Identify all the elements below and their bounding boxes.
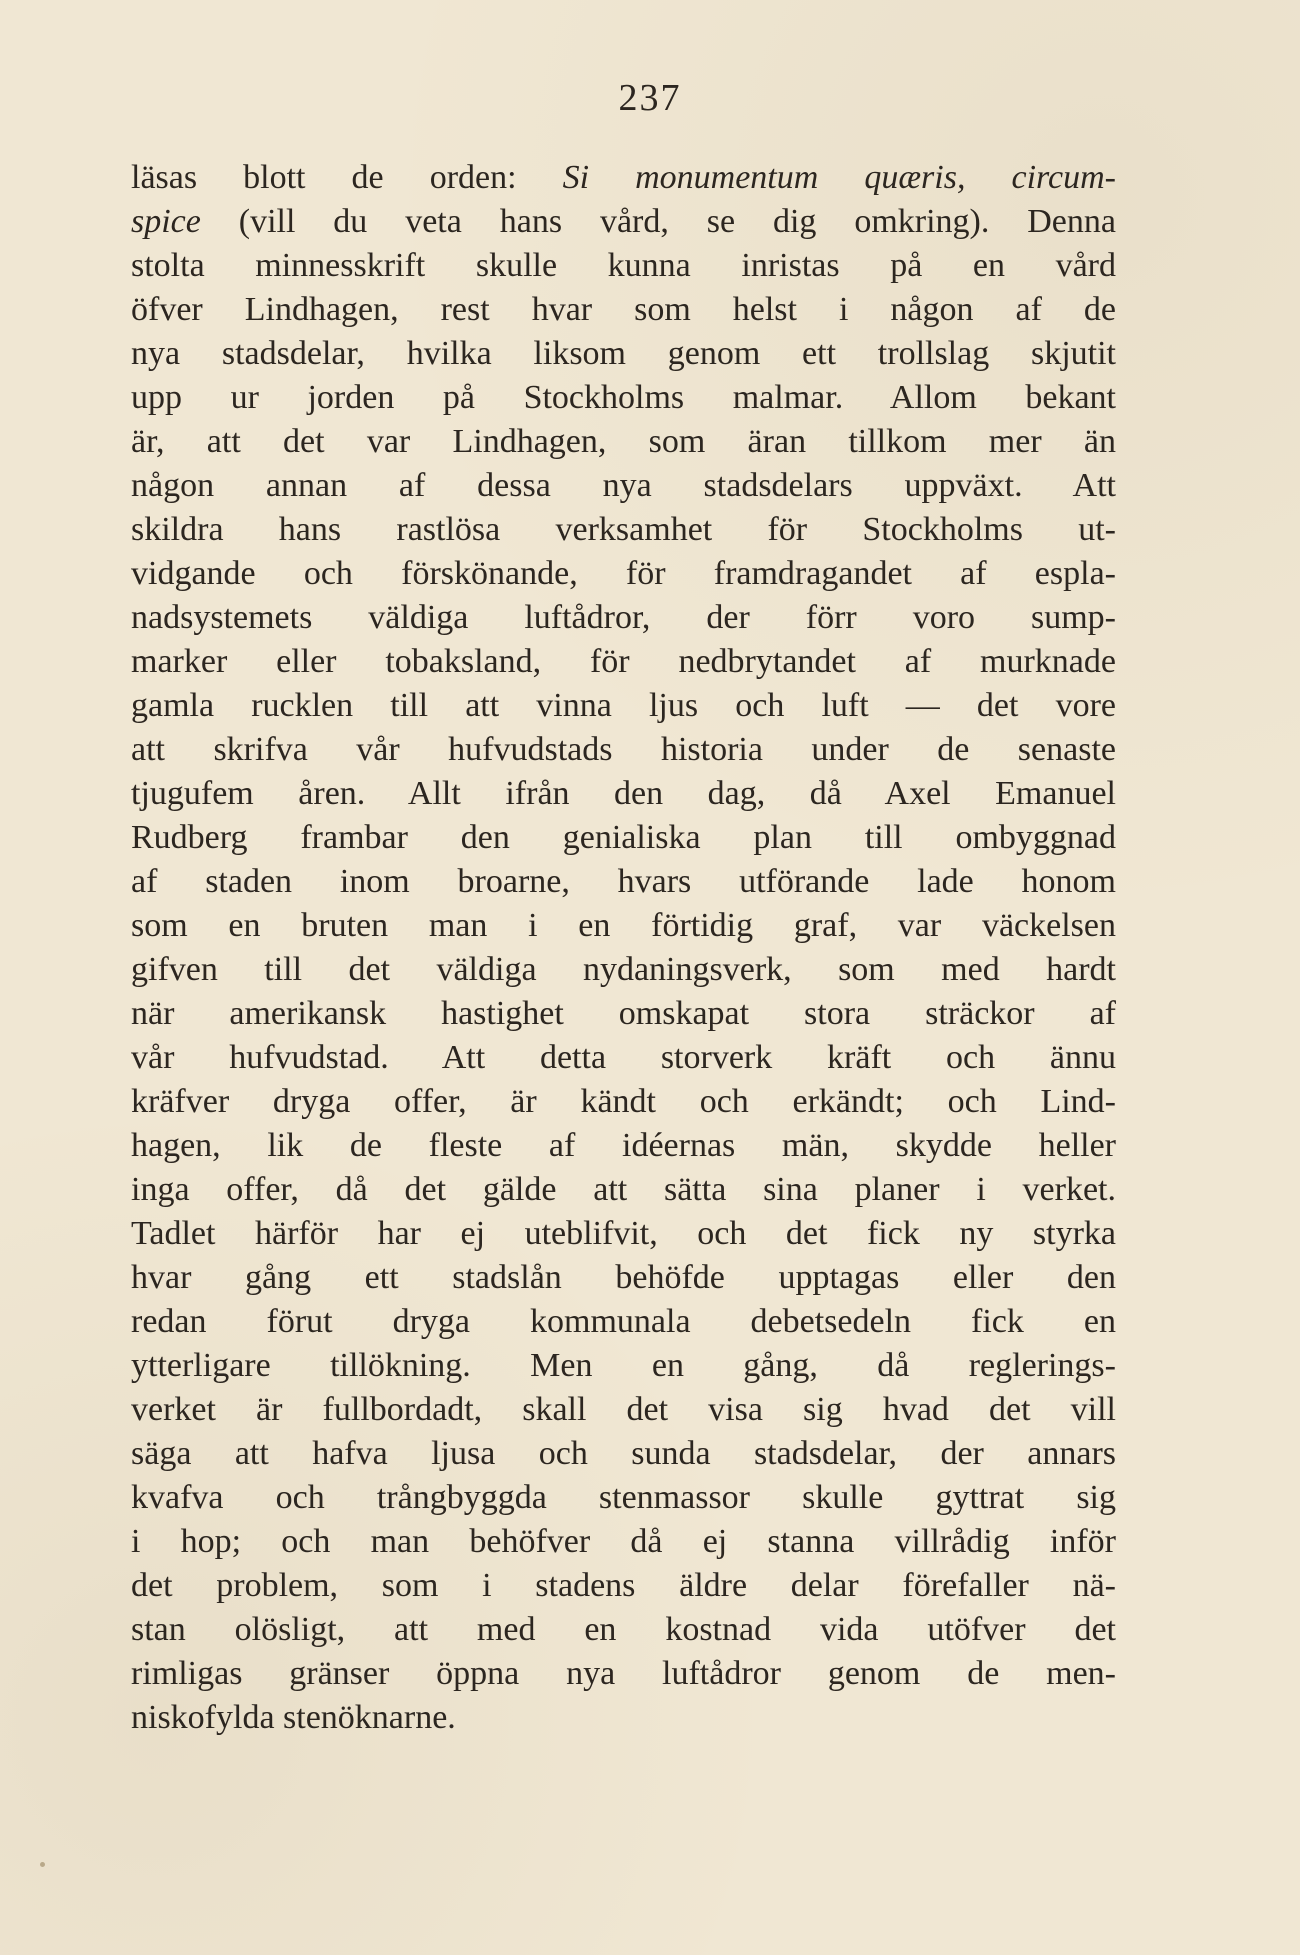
- text-line: [131, 1388, 1116, 1432]
- text-segment: gamla rucklen till att vinna ljus och luft — det vore: [131, 687, 1116, 724]
- text-segment: tjugufem åren. Allt ifrån den dag, då Axel Emanuel: [131, 775, 1116, 812]
- text-segment: läsas blott de orden:: [131, 159, 563, 196]
- text-line: [131, 552, 1116, 596]
- text-line: [131, 244, 1116, 288]
- text-segment: verket är fullbordadt, skall det visa sig hvad det vill: [131, 1391, 1116, 1428]
- text-line: [131, 1168, 1116, 1212]
- text-segment: (vill du veta hans vård, se dig omkring). Denna: [200, 203, 1116, 240]
- text-line: [131, 1124, 1116, 1168]
- text-segment: niskofylda stenöknarne.: [131, 1699, 456, 1736]
- text-line: [131, 816, 1116, 860]
- text-line: [131, 1432, 1116, 1476]
- text-segment: någon annan af dessa nya stadsdelars uppväxt. Att: [131, 467, 1116, 504]
- text-line: [131, 992, 1116, 1036]
- text-line: [131, 860, 1116, 904]
- text-line: [131, 772, 1116, 816]
- text-line: [131, 288, 1116, 332]
- text-segment: nya stadsdelar, hvilka liksom genom ett trollslag skjutit: [131, 335, 1116, 372]
- text-line: [131, 640, 1116, 684]
- text-segment: hvar gång ett stadslån behöfde upptagas eller den: [131, 1259, 1116, 1296]
- text-segment: är, att det var Lindhagen, som äran tillkom mer än: [131, 423, 1116, 460]
- text-segment: som en bruten man i en förtidig graf, var väckelsen: [131, 907, 1116, 944]
- text-line: [131, 728, 1116, 772]
- text-segment: säga att hafva ljusa och sunda stadsdelar, der annars: [131, 1435, 1116, 1472]
- text-segment: det problem, som i stadens äldre delar förefaller nä-: [131, 1567, 1116, 1604]
- text-line: [131, 1652, 1116, 1696]
- text-line: [131, 332, 1116, 376]
- text-line: [131, 1564, 1116, 1608]
- text-segment: gifven till det väldiga nydaningsverk, som med hardt: [131, 951, 1116, 988]
- paper-speck: [40, 1862, 45, 1867]
- text-segment: Tadlet härför har ej uteblifvit, och det fick ny styrka: [131, 1215, 1116, 1252]
- text-line: [131, 200, 1116, 244]
- text-segment: vidgande och förskönande, för framdragandet af espla-: [131, 555, 1116, 592]
- text-segment: vår hufvudstad. Att detta storverk kräft och ännu: [131, 1039, 1116, 1076]
- text-line: [131, 1696, 1116, 1740]
- text-segment: nadsystemets väldiga luftådror, der förr voro sump-: [131, 599, 1116, 636]
- text-segment: i hop; och man behöfver då ej stanna villrådig inför: [131, 1523, 1116, 1560]
- text-segment: öfver Lindhagen, rest hvar som helst i någon af de: [131, 291, 1116, 328]
- text-line: [131, 1300, 1116, 1344]
- text-line: [131, 1256, 1116, 1300]
- text-segment: Rudberg frambar den genialiska plan till ombyggnad: [131, 819, 1116, 856]
- text-segment: stolta minnesskrift skulle kunna inristas på en vård: [131, 247, 1116, 284]
- body-text: [131, 156, 1116, 1740]
- text-line: [131, 1344, 1116, 1388]
- text-segment: kvafva och trångbyggda stenmassor skulle gyttrat sig: [131, 1479, 1116, 1516]
- text-line: [131, 1212, 1116, 1256]
- text-segment: ytterligare tillökning. Men en gång, då reglerings-: [131, 1347, 1116, 1384]
- text-line: [131, 596, 1116, 640]
- text-line: [131, 904, 1116, 948]
- text-line: [131, 1036, 1116, 1080]
- text-line: [131, 376, 1116, 420]
- text-segment: redan förut dryga kommunala debetsedeln fick en: [131, 1303, 1116, 1340]
- text-line: [131, 156, 1116, 200]
- text-line: [131, 1476, 1116, 1520]
- text-segment: stan olösligt, att med en kostnad vida utöfver det: [131, 1611, 1116, 1648]
- text-segment: rimligas gränser öppna nya luftådror genom de men-: [131, 1655, 1116, 1692]
- page-number: 237: [618, 77, 682, 119]
- text-segment: hagen, lik de fleste af idéernas män, skydde heller: [131, 1127, 1116, 1164]
- text-segment: af staden inom broarne, hvars utförande lade honom: [131, 863, 1116, 900]
- text-line: [131, 1520, 1116, 1564]
- text-segment: när amerikansk hastighet omskapat stora sträckor af: [131, 995, 1116, 1032]
- italic-text-segment: Si monumentum quæris, circum-: [562, 159, 1116, 196]
- text-line: [131, 420, 1116, 464]
- text-line: [131, 948, 1116, 992]
- text-segment: upp ur jorden på Stockholms malmar. Allom bekant: [131, 379, 1116, 416]
- text-line: [131, 1080, 1116, 1124]
- text-segment: inga offer, då det gälde att sätta sina planer i verket.: [131, 1171, 1116, 1208]
- text-line: [131, 464, 1116, 508]
- text-segment: att skrifva vår hufvudstads historia under de senaste: [131, 731, 1116, 768]
- text-line: [131, 1608, 1116, 1652]
- text-segment: skildra hans rastlösa verksamhet för Stockholms ut-: [131, 511, 1116, 548]
- text-segment: marker eller tobaksland, för nedbrytandet af murknade: [131, 643, 1116, 680]
- italic-text-segment: spice: [131, 203, 201, 240]
- text-segment: kräfver dryga offer, är kändt och erkändt; och Lind-: [131, 1083, 1116, 1120]
- text-line: [131, 508, 1116, 552]
- text-line: [131, 684, 1116, 728]
